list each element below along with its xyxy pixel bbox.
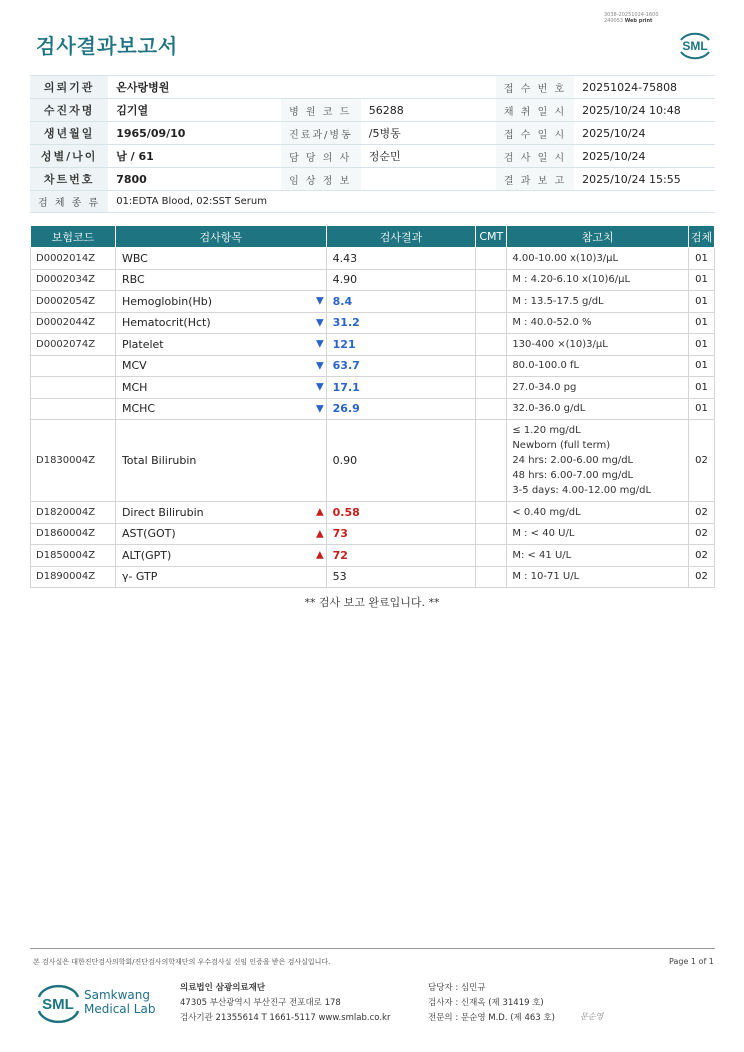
table-row <box>31 545 715 567</box>
hospital-label: 의뢰기관 <box>30 76 108 99</box>
cell-result: 53 <box>326 566 476 588</box>
header-spec: 검체 <box>688 226 714 248</box>
manager: 담당자 : 심민규 <box>428 983 486 993</box>
cell-code: D1830004Z <box>31 420 116 502</box>
header-cmt: CMT <box>476 226 507 248</box>
collect-time-value: 2025/10/24 10:48 <box>574 99 715 122</box>
test-date-value: 2025/10/24 <box>574 145 715 168</box>
cell-ref: M : 4.20-6.10 x(10)6/μL <box>507 269 689 291</box>
cell-cmt <box>476 248 507 270</box>
table-row <box>31 502 715 524</box>
cell-spec: 01 <box>688 312 714 334</box>
birth-value: 1965/09/10 <box>108 122 281 145</box>
specialist: 전문의 : 문순영 M.D. (제 463 호) <box>428 1013 555 1023</box>
cell-ref: 130-400 ×(10)3/μL <box>507 334 689 356</box>
cell-item <box>115 248 326 270</box>
cell-result: 4.43 <box>326 248 476 270</box>
cell-code: D1890004Z <box>31 566 116 588</box>
clinical-label: 임 상 정 보 <box>281 168 361 191</box>
specimen-label: 검 체 종 류 <box>30 191 108 213</box>
organization-info <box>180 981 390 1026</box>
cell-code: D1860004Z <box>31 523 116 545</box>
cell-ref: M : 40.0-52.0 % <box>507 312 689 334</box>
table-row <box>31 291 715 313</box>
org-name: 의료법인 삼광의료재단 <box>180 983 266 993</box>
patient-label: 수진자명 <box>30 99 108 122</box>
cell-item <box>115 291 326 313</box>
high-flag-icon: ▲ <box>315 549 324 561</box>
page-title: 검사결과보고서 <box>36 34 179 58</box>
birth-label: 생년월일 <box>30 122 108 145</box>
test-date-label: 검 사 일 시 <box>496 145 574 168</box>
info-row <box>30 191 715 213</box>
org-contact: 검사기관 21355614 T 1661-5117 www.smlab.co.kr <box>180 1013 391 1023</box>
cell-item <box>115 355 326 377</box>
cell-item <box>115 566 326 588</box>
cell-cmt <box>476 291 507 313</box>
item-name: Hematocrit(Hct) <box>121 316 211 330</box>
info-row <box>30 122 715 145</box>
cell-spec: 01 <box>688 355 714 377</box>
item-name: γ- GTP <box>121 570 158 584</box>
cell-ref: 80.0-100.0 fL <box>507 355 689 377</box>
staff-info <box>428 981 555 1026</box>
cell-code <box>31 398 116 420</box>
ref-line: Newborn (full term) <box>512 440 611 451</box>
logo-line1: Samkwang <box>84 988 150 1002</box>
document-id <box>604 12 659 24</box>
examiner: 검사자 : 신재옥 (제 31419 호) <box>428 998 544 1008</box>
table-row <box>31 334 715 356</box>
cell-spec: 02 <box>688 502 714 524</box>
receipt-date-value: 2025/10/24 <box>574 122 715 145</box>
info-row <box>30 168 715 191</box>
cell-item <box>115 398 326 420</box>
header-ref: 참고치 <box>507 226 689 248</box>
item-name: WBC <box>121 251 148 265</box>
receipt-no-label: 접 수 번 호 <box>496 76 574 99</box>
report-value: 2025/10/24 15:55 <box>574 168 715 191</box>
cell-ref: M : 10-71 U/L <box>507 566 689 588</box>
cell-result: 63.7 <box>326 355 476 377</box>
footer-divider <box>30 948 715 949</box>
item-name: ALT(GPT) <box>121 548 172 562</box>
cell-cmt <box>476 523 507 545</box>
table-row <box>31 377 715 399</box>
receipt-date-label: 접 수 일 시 <box>496 122 574 145</box>
document-id-line1: 3038-20251024-1600 <box>604 12 659 18</box>
cell-cmt <box>476 545 507 567</box>
results-table <box>30 225 715 588</box>
hospital-code-value: 56288 <box>361 99 496 122</box>
dept-label: 진료과/병동 <box>281 122 361 145</box>
cell-item <box>115 523 326 545</box>
cell-result: 0.58 <box>326 502 476 524</box>
header-code: 보험코드 <box>31 226 116 248</box>
cell-result: 72 <box>326 545 476 567</box>
certification-note: 본 검사실은 대한진단검사의학회/진단검사의학재단의 우수검사실 신임 인증을 받은 검사실입니다. <box>33 958 331 966</box>
cell-cmt <box>476 566 507 588</box>
cell-code: D0002014Z <box>31 248 116 270</box>
samkwang-logo-text <box>84 988 155 1016</box>
cell-ref: M : 13.5-17.5 g/dL <box>507 291 689 313</box>
cell-item <box>115 545 326 567</box>
cell-code: D0002054Z <box>31 291 116 313</box>
page-number: Page 1 of 1 <box>669 957 714 966</box>
low-flag-icon: ▼ <box>315 317 324 329</box>
header-item: 검사항목 <box>115 226 326 248</box>
receipt-no-value: 20251024-75808 <box>574 76 715 99</box>
high-flag-icon: ▲ <box>315 506 324 518</box>
table-row <box>31 398 715 420</box>
info-row <box>30 99 715 122</box>
cell-cmt <box>476 377 507 399</box>
info-row <box>30 76 715 99</box>
table-row <box>31 248 715 270</box>
cell-item <box>115 269 326 291</box>
low-flag-icon: ▼ <box>315 381 324 393</box>
item-name: AST(GOT) <box>121 527 176 541</box>
cell-item <box>115 377 326 399</box>
cell-spec: 01 <box>688 377 714 399</box>
cell-code: D1820004Z <box>31 502 116 524</box>
high-flag-icon: ▲ <box>315 528 324 540</box>
doctor-value: 정순민 <box>361 145 496 168</box>
cell-cmt <box>476 269 507 291</box>
completion-note: ** 검사 보고 완료입니다. ** <box>304 596 440 609</box>
cell-code: D0002034Z <box>31 269 116 291</box>
item-name: Platelet <box>121 337 164 351</box>
cell-code: D0002074Z <box>31 334 116 356</box>
cell-result: 26.9 <box>326 398 476 420</box>
cell-code <box>31 377 116 399</box>
cell-ref <box>507 420 689 502</box>
cell-item <box>115 502 326 524</box>
cell-cmt <box>476 420 507 502</box>
item-name: MCV <box>121 359 147 373</box>
item-name: Hemoglobin(Hb) <box>121 294 213 308</box>
results-header-row <box>31 226 715 248</box>
cell-cmt <box>476 312 507 334</box>
chart-label: 차트번호 <box>30 168 108 191</box>
cell-cmt <box>476 355 507 377</box>
cell-cmt <box>476 334 507 356</box>
patient-info-table <box>30 75 715 213</box>
low-flag-icon: ▼ <box>315 338 324 350</box>
ref-line: 24 hrs: 2.00-6.00 mg/dL <box>512 455 634 466</box>
cell-ref: M: < 41 U/L <box>507 545 689 567</box>
cell-result: 31.2 <box>326 312 476 334</box>
info-row <box>30 145 715 168</box>
table-row <box>31 523 715 545</box>
collect-time-label: 채 취 일 시 <box>496 99 574 122</box>
specimen-value: 01:EDTA Blood, 02:SST Serum <box>108 191 715 213</box>
patient-value: 김기열 <box>108 99 281 122</box>
chart-value: 7800 <box>108 168 281 191</box>
low-flag-icon: ▼ <box>315 360 324 372</box>
cell-ref: 27.0-34.0 pg <box>507 377 689 399</box>
cell-result: 73 <box>326 523 476 545</box>
org-address: 47305 부산광역시 부산진구 전포대로 178 <box>180 998 341 1008</box>
header-result: 검사결과 <box>326 226 476 248</box>
item-name: Total Bilirubin <box>121 454 197 467</box>
table-row <box>31 566 715 588</box>
cell-spec: 02 <box>688 420 714 502</box>
hospital-value: 온사랑병원 <box>108 76 496 99</box>
cell-item <box>115 420 326 502</box>
cell-spec: 01 <box>688 269 714 291</box>
cell-spec: 01 <box>688 334 714 356</box>
table-row <box>31 312 715 334</box>
cell-ref: 32.0-36.0 g/dL <box>507 398 689 420</box>
item-name: RBC <box>121 273 145 287</box>
cell-code <box>31 355 116 377</box>
document-id-line2: 240053 <box>604 18 624 24</box>
cell-result: 8.4 <box>326 291 476 313</box>
cell-spec: 02 <box>688 545 714 567</box>
cell-ref: < 0.40 mg/dL <box>507 502 689 524</box>
item-name: MCHC <box>121 402 156 416</box>
dept-value: /5병동 <box>361 122 496 145</box>
table-row <box>31 355 715 377</box>
sex-age-value: 남 / 61 <box>108 145 281 168</box>
cell-cmt <box>476 398 507 420</box>
low-flag-icon: ▼ <box>315 403 324 415</box>
cell-spec: 01 <box>688 248 714 270</box>
ref-line: ≤ 1.20 mg/dL <box>512 425 581 436</box>
cell-spec: 02 <box>688 566 714 588</box>
cell-item <box>115 334 326 356</box>
low-flag-icon: ▼ <box>315 295 324 307</box>
signature: 문순영 <box>580 1012 604 1021</box>
hospital-code-label: 병 원 코 드 <box>281 99 361 122</box>
sml-logo <box>675 28 715 62</box>
cell-spec: 01 <box>688 398 714 420</box>
ref-line: 48 hrs: 6.00-7.00 mg/dL <box>512 470 634 481</box>
logo-line2: Medical Lab <box>84 1002 156 1016</box>
cell-ref: 4.00-10.00 x(10)3/μL <box>507 248 689 270</box>
cell-result: 17.1 <box>326 377 476 399</box>
samkwang-logo-mark: SML <box>42 996 74 1013</box>
results-body <box>31 248 715 588</box>
cell-result: 0.90 <box>326 420 476 502</box>
doctor-label: 담 당 의 사 <box>281 145 361 168</box>
cell-ref: M : < 40 U/L <box>507 523 689 545</box>
cell-cmt <box>476 502 507 524</box>
item-name: MCH <box>121 380 148 394</box>
ref-line: 3-5 days: 4.00-12.00 mg/dL <box>512 485 652 496</box>
cell-result: 121 <box>326 334 476 356</box>
cell-item <box>115 312 326 334</box>
cell-code: D0002044Z <box>31 312 116 334</box>
table-row <box>31 269 715 291</box>
sex-age-label: 성별/나이 <box>30 145 108 168</box>
report-label: 결 과 보 고 <box>496 168 574 191</box>
cell-result: 4.90 <box>326 269 476 291</box>
sml-logo-text: SML <box>682 39 708 53</box>
clinical-value <box>361 168 496 191</box>
cell-spec: 02 <box>688 523 714 545</box>
cell-code: D1850004Z <box>31 545 116 567</box>
item-name: Direct Bilirubin <box>121 505 204 519</box>
web-print-label: Web print <box>624 18 653 24</box>
cell-spec: 01 <box>688 291 714 313</box>
table-row <box>31 420 715 502</box>
